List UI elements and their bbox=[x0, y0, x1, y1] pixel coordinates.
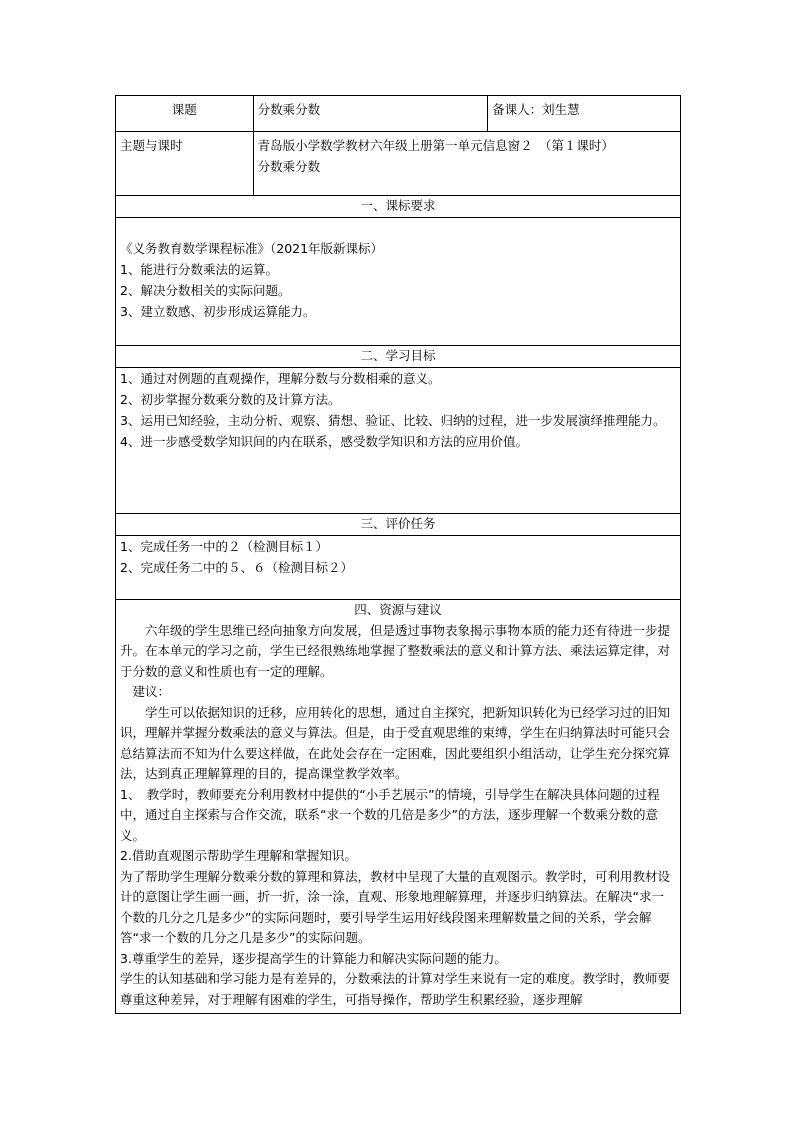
lesson-plan-table bbox=[115, 95, 681, 1014]
section2-line: 3、运用已知经验，主动分析、观察、猜想、验证、比较、归纳的过程，进一步发展演绎推理能力。 bbox=[120, 413, 666, 428]
section3-header bbox=[116, 514, 681, 536]
section1-title: 一、课标要求 bbox=[116, 196, 681, 218]
section1-header bbox=[116, 196, 681, 218]
section3-line: 1、完成任务一中的２（检测目标１） bbox=[120, 539, 328, 554]
section1-line: 《义务教育数学课程标准》（2021年版新课标） bbox=[120, 241, 384, 256]
section4-point-2-title: 2.借助直观图示帮助学生理解和掌握知识。 bbox=[120, 848, 357, 863]
section2-content bbox=[116, 368, 681, 514]
section2-title: 二、学习目标 bbox=[116, 346, 681, 368]
topic-label: 主题与课时 bbox=[116, 132, 254, 196]
topic-row bbox=[116, 132, 681, 196]
section4-content bbox=[116, 600, 681, 1014]
section4-advice-label: 建议： bbox=[132, 684, 171, 699]
section3-line: 2、完成任务二中的５、６（检测目标２） bbox=[120, 560, 353, 575]
section1-line: 3、建立数感、初步形成运算能力。 bbox=[120, 304, 316, 319]
section2-line: 2、初步掌握分数乘分数的及计算方法。 bbox=[120, 392, 341, 407]
preparer: 备课人：刘生慧 bbox=[488, 96, 681, 132]
section1-content bbox=[116, 218, 681, 346]
section4-point-3-body: 学生的认知基础和学习能力是有差异的，分数乘法的计算对学生来说有一定的难度。教学时，教师要尊重这种差异，对于理解有困难的学生，可指导操作，帮助学生积累经验，逐步理解 bbox=[120, 971, 671, 1007]
subject-label: 课题 bbox=[116, 96, 254, 132]
topic-line-2: 分数乘分数 bbox=[257, 159, 321, 174]
section4-intro: 六年级的学生思维已经向抽象方向发展，但是透过事物表象揭示事物本质的能力还有待进一步提升。在本单元的学习之前，学生已经很熟练地掌握了整数乘法的意义和计算方法、乘法运算定律，对于分数的意义和性质也有一定的理解。 bbox=[120, 622, 671, 679]
section3-title: 三、评价任务 bbox=[116, 514, 681, 536]
section2-header bbox=[116, 346, 681, 368]
section3-content bbox=[116, 536, 681, 600]
section3-body bbox=[116, 536, 681, 600]
section4-point-1: 1、 教学时，教师要充分利用教材中提供的“小手艺展示”的情境，引导学生在解决具体问题的过程中，通过自主探索与合作交流，联系“求一个数的几倍是多少”的方法，逐步理解一个数乘分数的意义。 bbox=[120, 786, 660, 843]
section4-title: 四、资源与建议 bbox=[354, 602, 442, 617]
section2-line: 4、进一步感受数学知识间的内在联系，感受数学知识和方法的应用价值。 bbox=[120, 434, 528, 449]
topic-line-1: 青岛版小学数学教材六年级上册第一单元信息窗２ （第１课时） bbox=[257, 138, 614, 153]
topic-value bbox=[253, 132, 680, 196]
subject-value: 分数乘分数 bbox=[253, 96, 488, 132]
section4-row bbox=[116, 600, 681, 1014]
section2-line: 1、通过对例题的直观操作，理解分数与分数相乘的意义。 bbox=[120, 371, 441, 386]
section1-line: 2、解决分数相关的实际问题。 bbox=[120, 283, 291, 298]
section4-point-3-title: 3.尊重学生的差异，逐步提高学生的计算能力和解决实际问题的能力。 bbox=[120, 950, 507, 966]
section4-advice: 学生可以依据知识的迁移，应用转化的思想，通过自主探究，把新知识转化为已经学习过的旧知识，理解并掌握分数乘法的意义与算法。但是，由于受直观思维的束缚，学生在归纳算法时可能只会总结算法而不知为什么要这样做，在此处会存在一定困难，因此要组织小组活动，让学生充分探究算法，达到真正理解算理的目的，提高课堂教学效率。 bbox=[120, 704, 671, 781]
section2-body bbox=[116, 368, 681, 514]
section1-body bbox=[116, 218, 681, 346]
section1-line: 1、能进行分数乘法的运算。 bbox=[120, 262, 278, 277]
header-row bbox=[116, 96, 681, 132]
section4-point-2-body: 为了帮助学生理解分数乘分数的算理和算法，教材中呈现了大量的直观图示。教学时，可利用教材设计的意图让学生画一画，折一折，涂一涂，直观、形象地理解算理，并逐步归纳算法。在解决“求一个数的几分之几是多少”的实际问题时，要引导学生运用好线段图来理解数量之间的关系，学会解答“求一个数的几分之几是多少”的实际问题。 bbox=[120, 868, 671, 945]
